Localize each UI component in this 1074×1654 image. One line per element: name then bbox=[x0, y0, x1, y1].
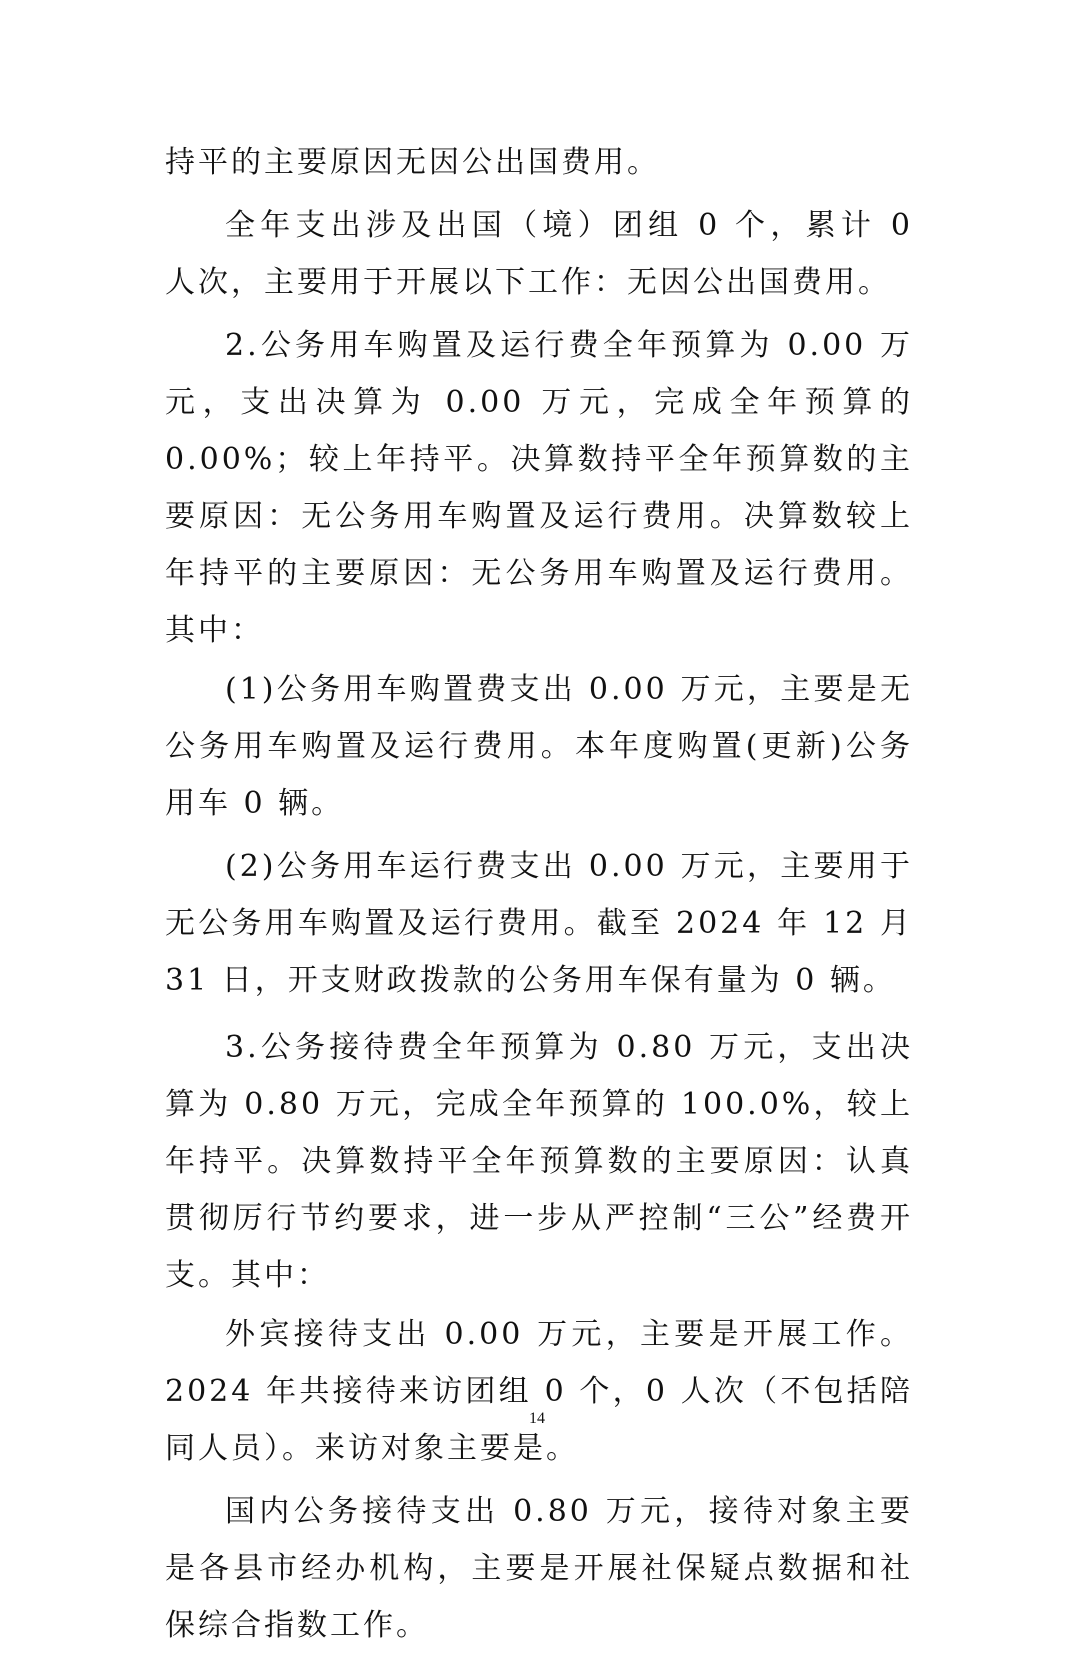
paragraph-continuation: 持平的主要原因无因公出国费用。 bbox=[165, 145, 660, 180]
page-number: 14 bbox=[529, 1410, 545, 1427]
paragraph-vehicle-purchase: (1)公务用车购置费支出 0.00 万元，主要是无公务用车购置及运行费用。本年度购置(更新)公务用车 0 辆。 bbox=[165, 672, 913, 821]
paragraph-vehicle-expenses: 2.公务用车购置及运行费全年预算为 0.00 万元，支出决算为 0.00 万元，完成全年预算的 0.00%；较上年持平。决算数持平全年预算数的主要原因：无公务用车购置及运行费用。决算数较上年持平的主要原因：无公务用车购置及运行费用。其中： bbox=[165, 328, 913, 648]
paragraph-overseas-groups: 全年支出涉及出国（境）团组 0 个，累计 0 人次，主要用于开展以下工作：无因公出国费用。 bbox=[165, 208, 913, 300]
paragraph-domestic-reception: 国内公务接待支出 0.80 万元，接待对象主要是各县市经办机构，主要是开展社保疑点数据和社保综合指数工作。 bbox=[165, 1494, 913, 1643]
paragraph-vehicle-operation: (2)公务用车运行费支出 0.00 万元，主要用于无公务用车购置及运行费用。截至 2024 年 12 月 31 日，开支财政拨款的公务用车保有量为 0 辆。 bbox=[165, 849, 913, 998]
paragraph-reception-expenses: 3.公务接待费全年预算为 0.80 万元，支出决算为 0.80 万元，完成全年预算的 100.0%，较上年持平。决算数持平全年预算数的主要原因：认真贯彻厉行节约要求，进一步从严控制“三公”经费开支。其中： bbox=[165, 1030, 913, 1293]
paragraph-foreign-reception: 外宾接待支出 0.00 万元，主要是开展工作。2024 年共接待来访团组 0 个，0 人次（不包括陪同人员）。来访对象主要是。 bbox=[165, 1317, 913, 1466]
